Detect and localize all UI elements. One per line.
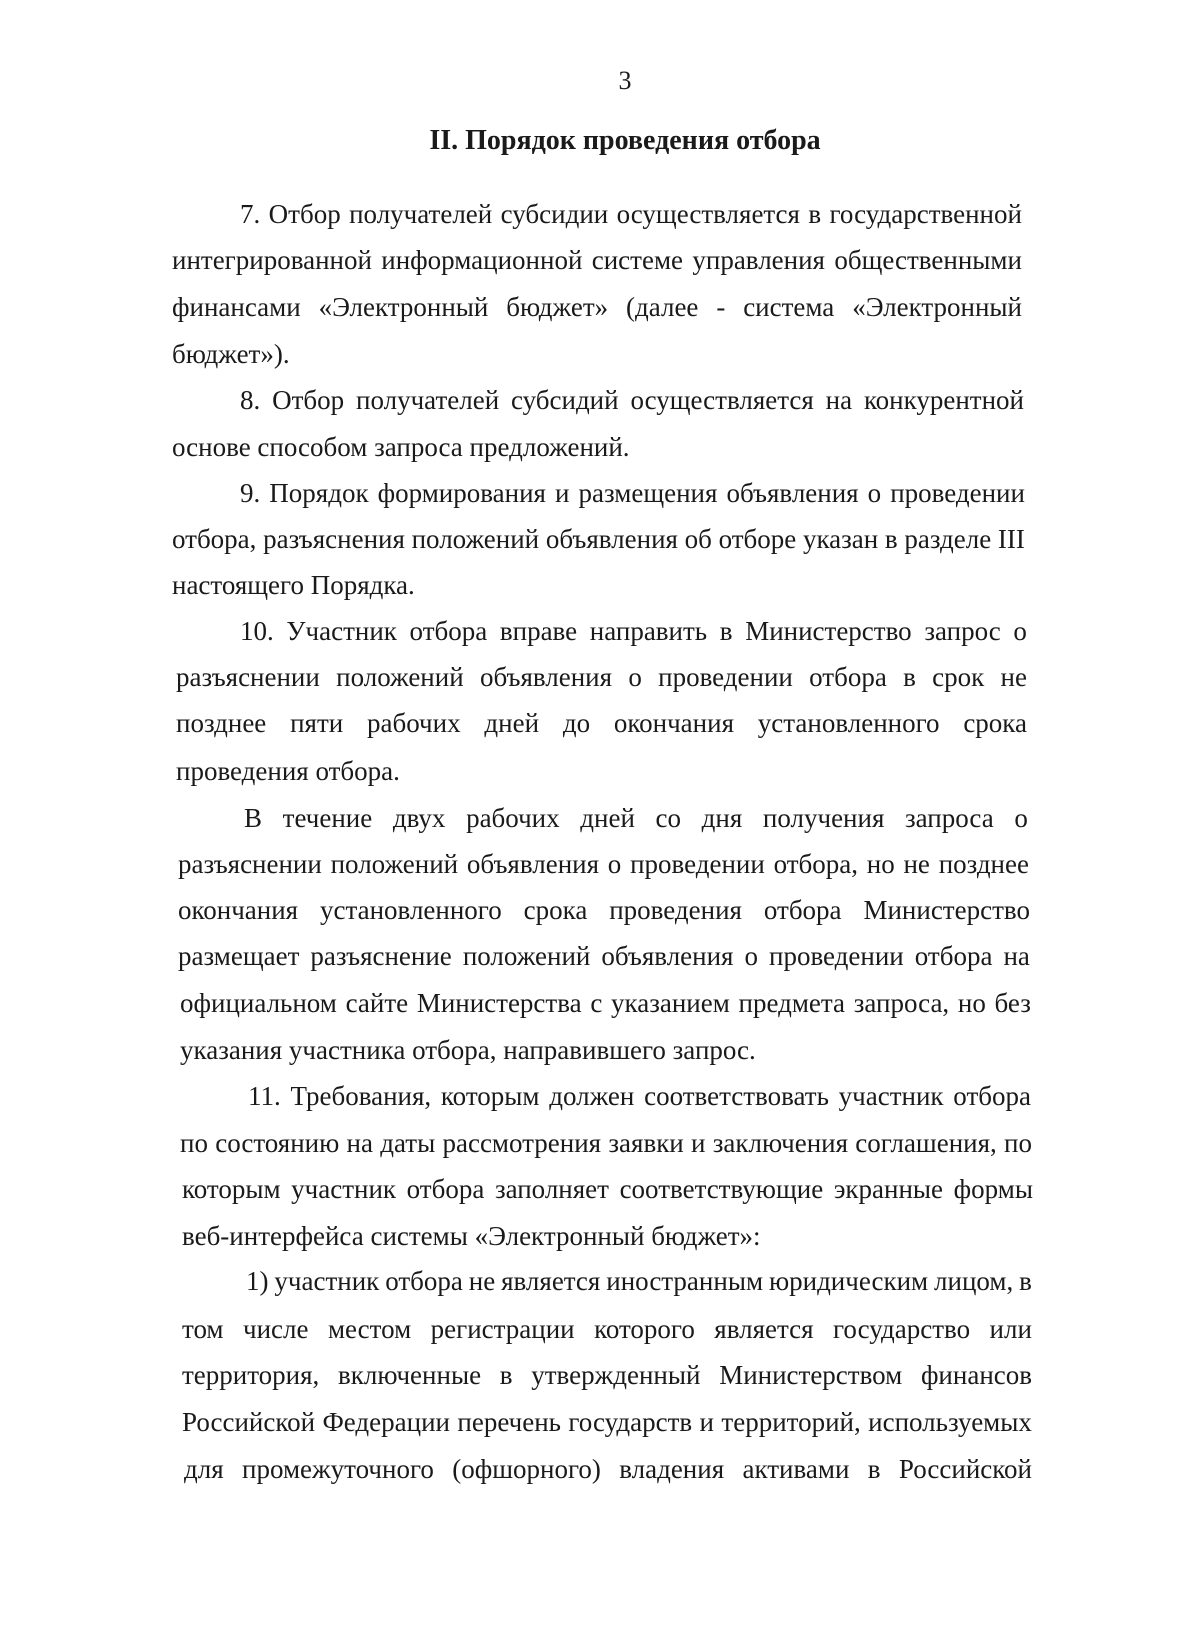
text-line: 10. Участник отбора вправе направить в Министерство запрос о (240, 616, 1027, 646)
text-line: том числе местом регистрации которого является государство или (182, 1314, 1032, 1344)
text-line: которым участник отбора заполняет соответствующие экранные формы (182, 1174, 1033, 1204)
text-line: бюджет»). (172, 339, 290, 369)
text-line: настоящего Порядка. (172, 570, 415, 600)
text-line: 9. Порядок формирования и размещения объявления о проведении (240, 478, 1025, 508)
text-line: размещает разъяснение положений объявления о проведении отбора на (178, 941, 1030, 971)
text-line: Российской Федерации перечень государств и территорий, используемых (182, 1407, 1032, 1437)
text-line: окончания установленного срока проведения отбора Министерство (178, 895, 1030, 925)
text-line: веб-интерфейса системы «Электронный бюджет»: (182, 1221, 761, 1251)
text-line: территория, включенные в утвержденный Министерством финансов (182, 1360, 1032, 1390)
text-line: официальном сайте Министерства с указанием предмета запроса, но без (180, 988, 1031, 1018)
text-line: интегрированной информационной системе управления общественными (172, 245, 1022, 275)
text-line: разъяснении положений объявления о проведении отбора, но не позднее (178, 849, 1029, 879)
text-line: отбора, разъяснения положений объявления об отборе указан в разделе III (172, 524, 1025, 554)
text-line: финансами «Электронный бюджет» (далее - система «Электронный (172, 292, 1022, 322)
text-line: В течение двух рабочих дней со дня получения запроса о (244, 803, 1028, 833)
page-number: 3 (618, 66, 632, 95)
text-line: 1) участник отбора не является иностранным юридическим лицом, в (246, 1266, 1032, 1296)
text-line: позднее пяти рабочих дней до окончания установленного срока (176, 708, 1027, 738)
text-line: по состоянию на даты рассмотрения заявки и заключения соглашения, по (180, 1128, 1032, 1158)
text-line: 7. Отбор получателей субсидии осуществляется в государственной (240, 199, 1022, 229)
text-line: 8. Отбор получателей субсидий осуществляется на конкурентной (240, 385, 1024, 415)
text-line: для промежуточного (офшорного) владения активами в Российской (184, 1454, 1032, 1484)
text-line: разъяснении положений объявления о проведении отбора в срок не (176, 662, 1027, 692)
text-line: проведения отбора. (176, 756, 400, 786)
text-line: указания участника отбора, направившего запрос. (180, 1035, 756, 1065)
section-heading: II. Порядок проведения отбора (429, 125, 821, 156)
text-line: 11. Требования, которым должен соответствовать участник отбора (248, 1081, 1031, 1111)
text-line: основе способом запроса предложений. (172, 432, 630, 462)
